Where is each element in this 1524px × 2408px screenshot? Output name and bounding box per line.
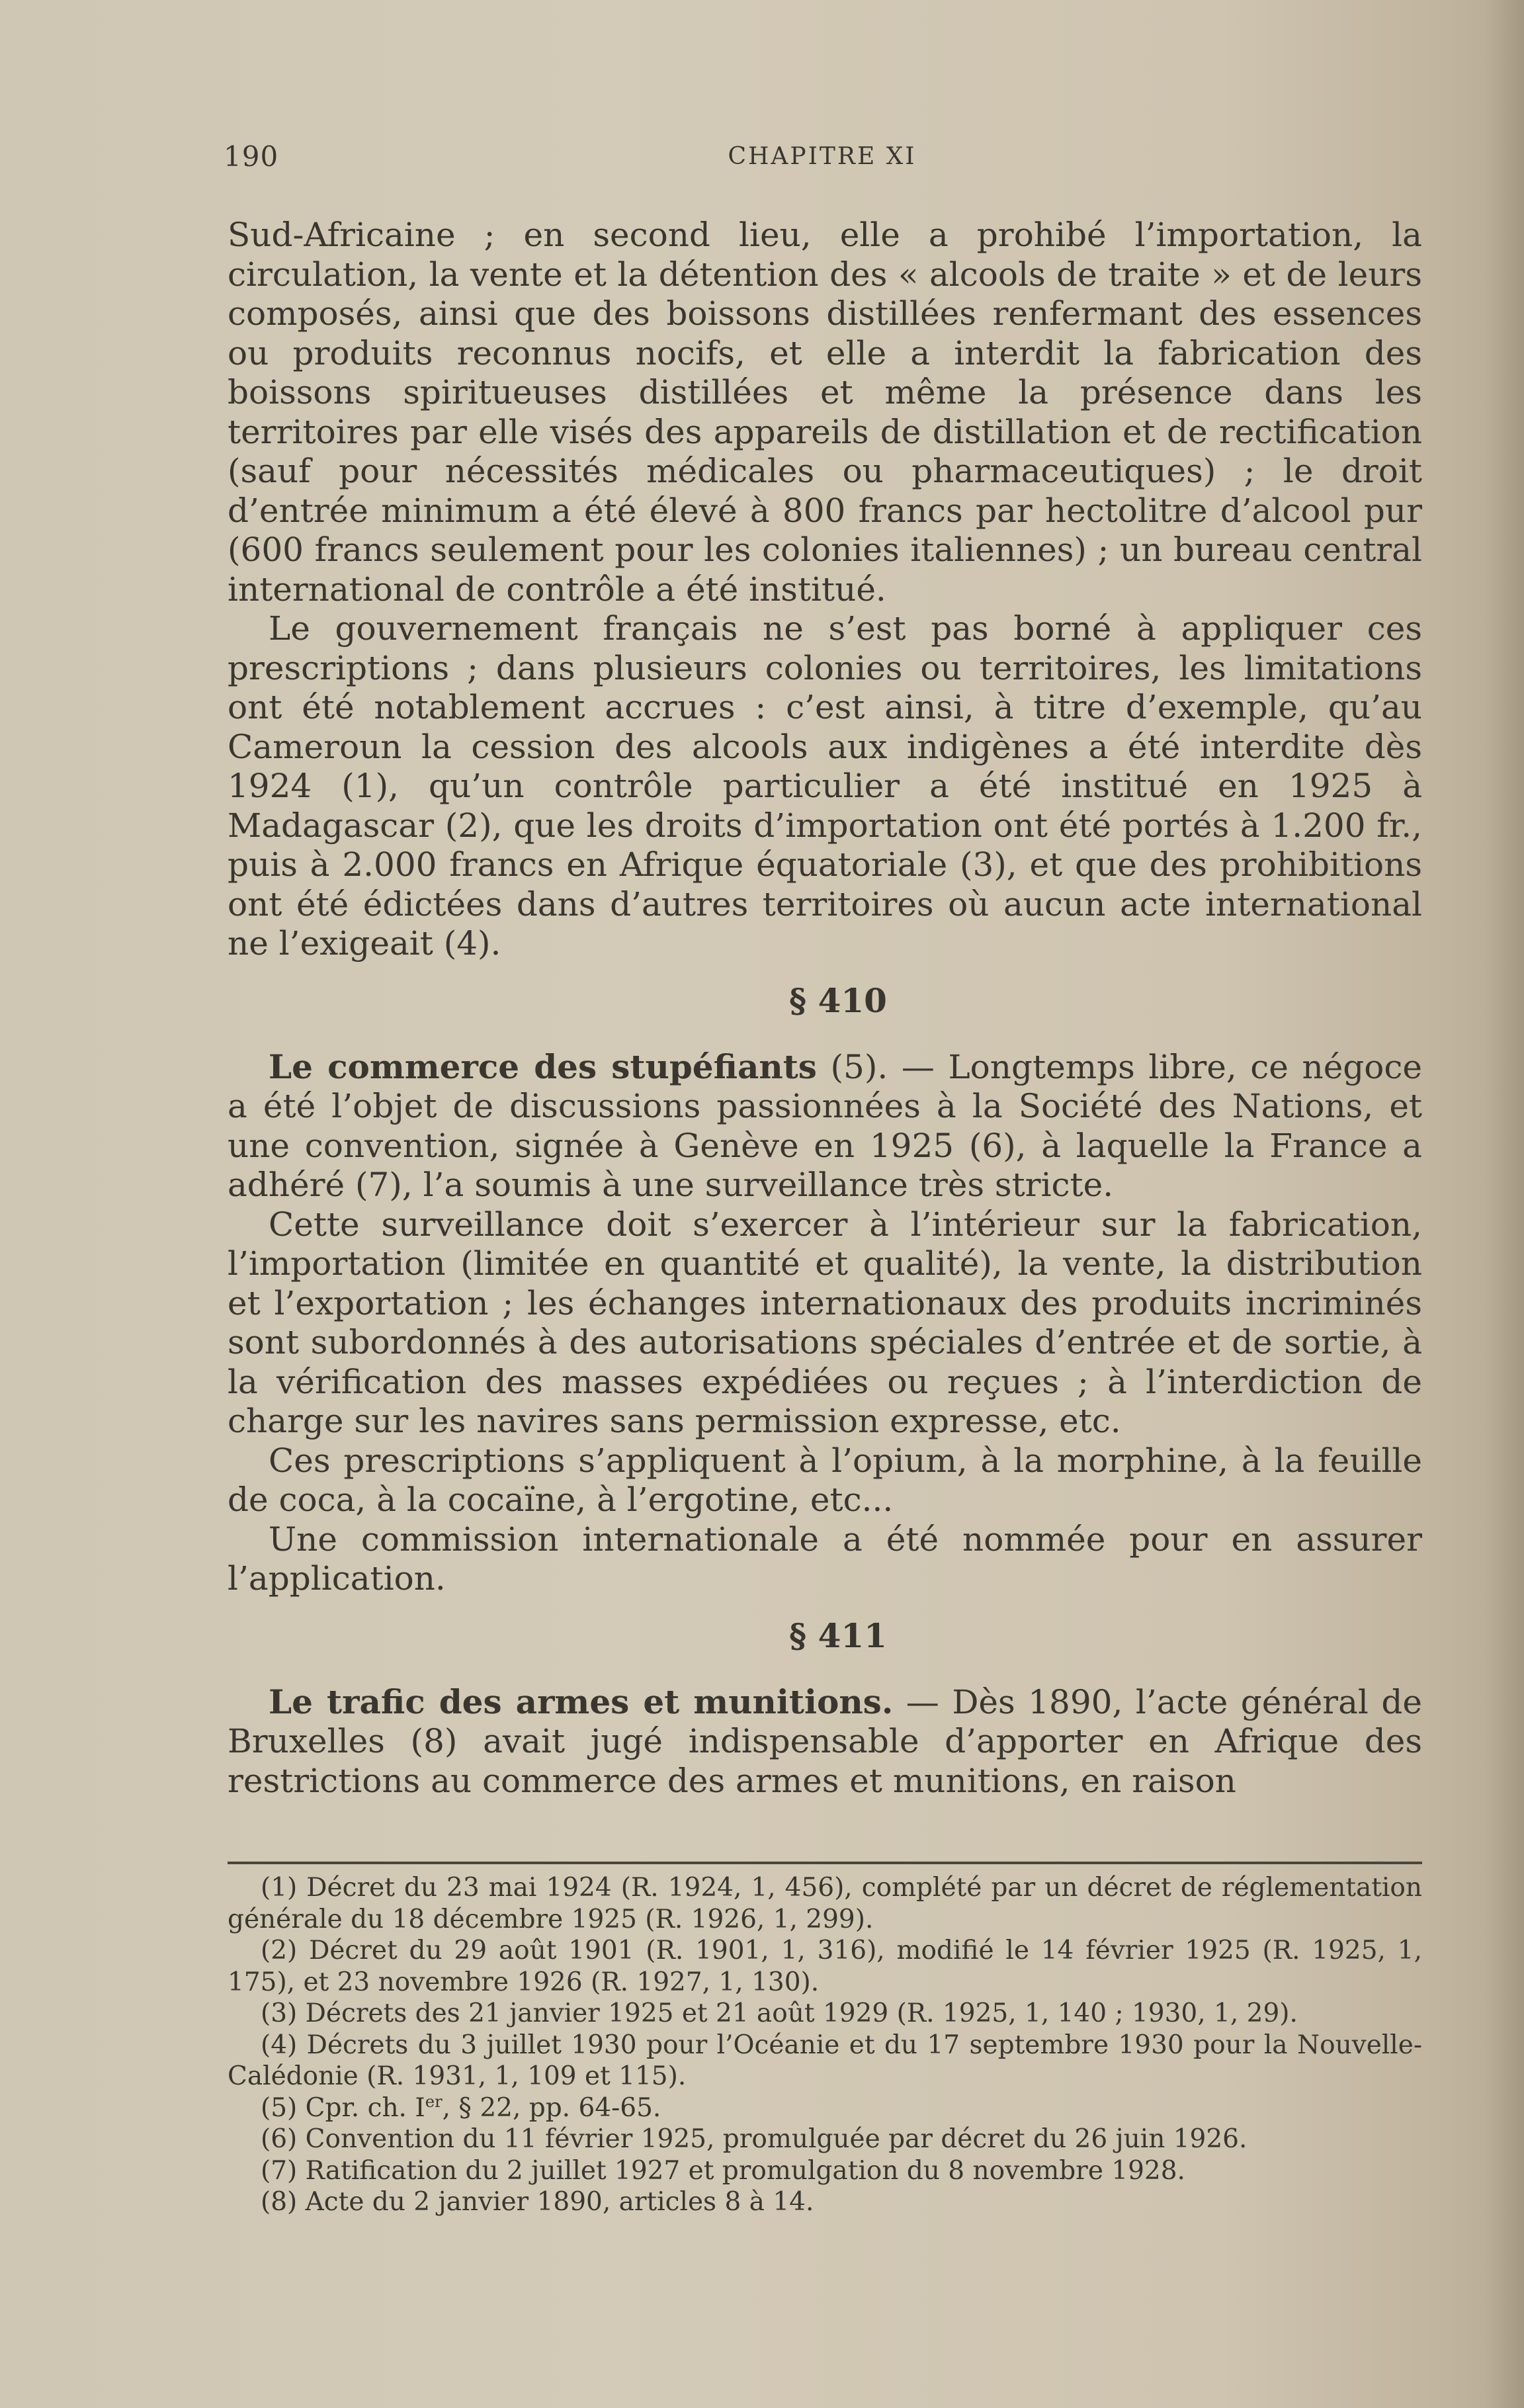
main-text xyxy=(228,216,1422,1801)
footnote: (3) Décrets des 21 janvier 1925 et 21 août 1929 (R. 1925, 1, 140 ; 1930, 1, 29). xyxy=(261,1999,1298,2028)
section-410-lead-rest: (5). — Longtemps libre, ce négoce a été l’objet de discussions passionnées à la Société des Nations, et une convention, signée à Genève en 1925 (6), à laquelle la France a adhéré (7), l’a soumis à une surveillance très stricte. xyxy=(228,1047,1422,1204)
paragraph: Cette surveillance doit s’exercer à l’intérieur sur la fabrication, l’importation (limitée en quantité et qualité), la vente, la distribution et l’exportation ; les échanges internationaux des produits incriminés sont subordonnés à des autorisations spéciales d’entrée et de sortie, à la vérification des masses expédiées ou reçues ; à l’interdiction de charge sur les navires sans permission expresse, etc. xyxy=(228,1205,1422,1440)
footnote-divider xyxy=(228,1862,1422,1864)
section-411-lead-rest: — Dès 1890, l’acte général de Bruxelles (8) avait jugé indispensable d’apporter en Afrique des restrictions au commerce des armes et munitions, en raison xyxy=(228,1682,1423,1800)
section-411-lead: Le trafic des armes et munitions. xyxy=(269,1682,894,1721)
page-header xyxy=(224,140,1421,180)
footnote: (7) Ratification du 2 juillet 1927 et promulgation du 8 novembre 1928. xyxy=(261,2155,1185,2186)
paragraph: Une commission internationale a été nommée pour en assurer l’application. xyxy=(228,1520,1422,1598)
paragraph: Ces prescriptions s’appliquent à l’opium, à la morphine, à la feuille de coca, à la cocaïne, à l’ergotine, etc... xyxy=(228,1441,1422,1519)
section-410-lead-paragraph xyxy=(228,1047,1422,1205)
section-410-lead: Le commerce des stupéfiants xyxy=(269,1047,817,1086)
section-heading-410: § 410 xyxy=(789,980,887,1020)
paragraph: Le gouvernement français ne s’est pas borné à appliquer ces prescriptions ; dans plusieurs colonies ou territoires, les limitations ont été notablement accrues : c’est ainsi, à titre d’exemple, qu’au Cameroun la cession des alcools aux indigènes a été interdite dès 1924 (1), qu’un contrôle particulier a été institué en 1925 à Madagascar (2), que les droits d’importation ont été portés à 1.200 fr., puis à 2.000 francs en Afrique équatoriale (3), et que des prohibitions ont été édictées dans d’autres territoires où aucun acte international ne l’exigeait (4). xyxy=(228,609,1422,963)
footnote-5-rest: , § 22, pp. 64-65. xyxy=(442,2092,661,2123)
footnote: (6) Convention du 11 février 1925, promulguée par décret du 26 juin 1926. xyxy=(261,2124,1248,2154)
section-411-lead-paragraph xyxy=(228,1682,1422,1801)
footnote: (8) Acte du 2 janvier 1890, articles 8 à 14. xyxy=(261,2187,814,2217)
footnote: (1) Décret du 23 mai 1924 (R. 1924, 1, 456), complété par un décret de réglementation générale du 18 décembre 1925 (R. 1926, 1, 299). xyxy=(228,1873,1422,1934)
footnote xyxy=(228,2092,1422,2124)
running-title: CHAPITRE XI xyxy=(728,143,917,170)
page-edge-shadow xyxy=(1484,0,1524,2408)
footnotes xyxy=(228,1872,1422,2218)
page-number: 190 xyxy=(224,140,279,173)
footnote-5-text: (5) Cpr. ch. I xyxy=(261,2092,425,2123)
footnote: (4) Décrets du 3 juillet 1930 pour l’Océanie et du 17 septembre 1930 pour la Nouvelle-Calédonie (R. 1931, 1, 109 et 115). xyxy=(228,2030,1422,2091)
section-heading-411: § 411 xyxy=(789,1615,887,1655)
footnote: (2) Décret du 29 août 1901 (R. 1901, 1, 316), modifié le 14 février 1925 (R. 1925, 1, 175), et 23 novembre 1926 (R. 1927, 1, 130). xyxy=(228,1936,1422,1997)
paragraph: Sud-Africaine ; en second lieu, elle a prohibé l’importation, la circulation, la vente et la détention des « alcools de traite » et de leurs composés, ainsi que des boissons distillées renfermant des essences ou produits reconnus nocifs, et elle a interdit la fabrication des boissons spiritueuses distillées et même la présence dans les territoires par elle visés des appareils de distillation et de rectification (sauf pour nécessités médicales ou pharmaceutiques) ; le droit d’entrée minimum a été élevé à 800 francs par hectolitre d’alcool pur (600 francs seulement pour les colonies italiennes) ; un bureau central international de contrôle a été institué. xyxy=(228,216,1422,609)
footnote-5-superscript: er xyxy=(425,2092,443,2111)
